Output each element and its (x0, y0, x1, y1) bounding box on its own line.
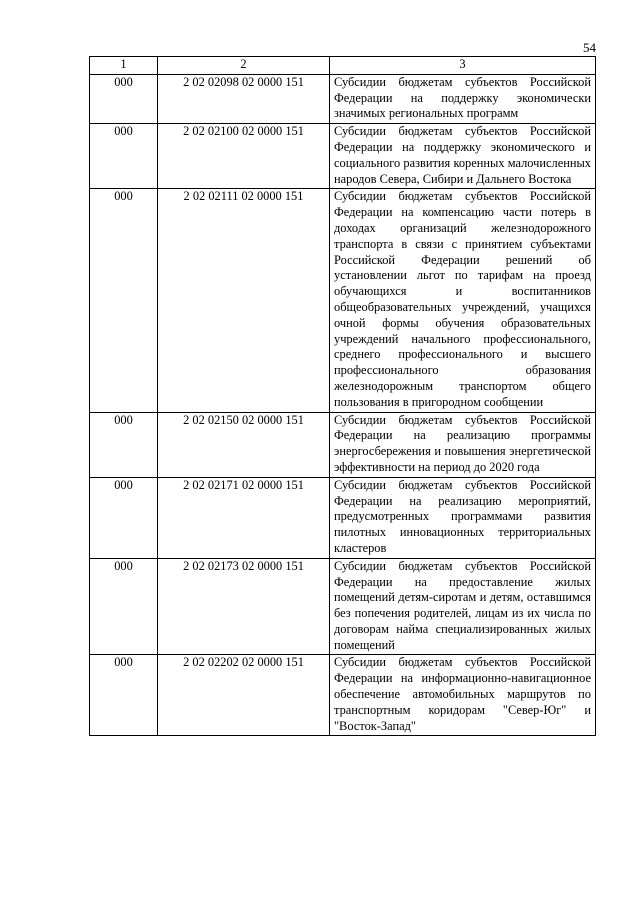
budget-code-cell: 2 02 02098 02 0000 151 (158, 74, 330, 123)
description-cell: Субсидии бюджетам субъектов Российской Федерации на поддержку экономического и социального развития коренных малочисленных народов Севера, Сибири и Дальнего Востока (330, 124, 596, 189)
description-cell: Субсидии бюджетам субъектов Российской Федерации на реализацию мероприятий, предусмотренных программами развития пилотных инновационных территориальных кластеров (330, 477, 596, 558)
description-cell: Субсидии бюджетам субъектов Российской Федерации на информационно-навигационное обеспечение автомобильных маршрутов по транспортным коридорам "Север-Юг" и "Восток-Запад" (330, 655, 596, 736)
table-row (90, 477, 596, 558)
description-cell: Субсидии бюджетам субъектов Российской Федерации на предоставление жилых помещений детям-сиротам и детям, оставшимся без попечения родителей, лицам из их числа по договорам найма специализированных жилых помещений (330, 558, 596, 655)
budget-code-cell: 2 02 02111 02 0000 151 (158, 189, 330, 412)
table-header-row (90, 57, 596, 75)
page-number: 54 (583, 40, 596, 55)
table-row (90, 124, 596, 189)
admin-code-cell: 000 (90, 124, 158, 189)
table-row (90, 74, 596, 123)
budget-classification-table (89, 56, 596, 736)
budget-code-cell: 2 02 02202 02 0000 151 (158, 655, 330, 736)
admin-code-cell: 000 (90, 655, 158, 736)
description-cell: Субсидии бюджетам субъектов Российской Федерации на поддержку экономически значимых региональных программ (330, 74, 596, 123)
budget-code-cell: 2 02 02171 02 0000 151 (158, 477, 330, 558)
admin-code-cell: 000 (90, 412, 158, 477)
admin-code-cell: 000 (90, 189, 158, 412)
budget-code-cell: 2 02 02173 02 0000 151 (158, 558, 330, 655)
column-header-2: 2 (158, 57, 330, 75)
admin-code-cell: 000 (90, 477, 158, 558)
admin-code-cell: 000 (90, 74, 158, 123)
table-row (90, 189, 596, 412)
admin-code-cell: 000 (90, 558, 158, 655)
table-row (90, 655, 596, 736)
description-cell: Субсидии бюджетам субъектов Российской Федерации на компенсацию части потерь в доходах организаций железнодорожного транспорта в связи с принятием субъектами Российской Федерации решений об установлении льгот по тарифам на проезд обучающихся и воспитанников общеобразовательных учреждений, учащихся очной формы обучения образовательных учреждений начального профессионального, среднего профессионального и высшего профессионального образования железнодорожным транспортом общего пользования в пригородном сообщении (330, 189, 596, 412)
description-cell: Субсидии бюджетам субъектов Российской Федерации на реализацию программы энергосбережения и повышения энергетической эффективности на период до 2020 года (330, 412, 596, 477)
table-row (90, 412, 596, 477)
table-row (90, 558, 596, 655)
budget-code-cell: 2 02 02150 02 0000 151 (158, 412, 330, 477)
column-header-1: 1 (90, 57, 158, 75)
column-header-3: 3 (330, 57, 596, 75)
budget-code-cell: 2 02 02100 02 0000 151 (158, 124, 330, 189)
